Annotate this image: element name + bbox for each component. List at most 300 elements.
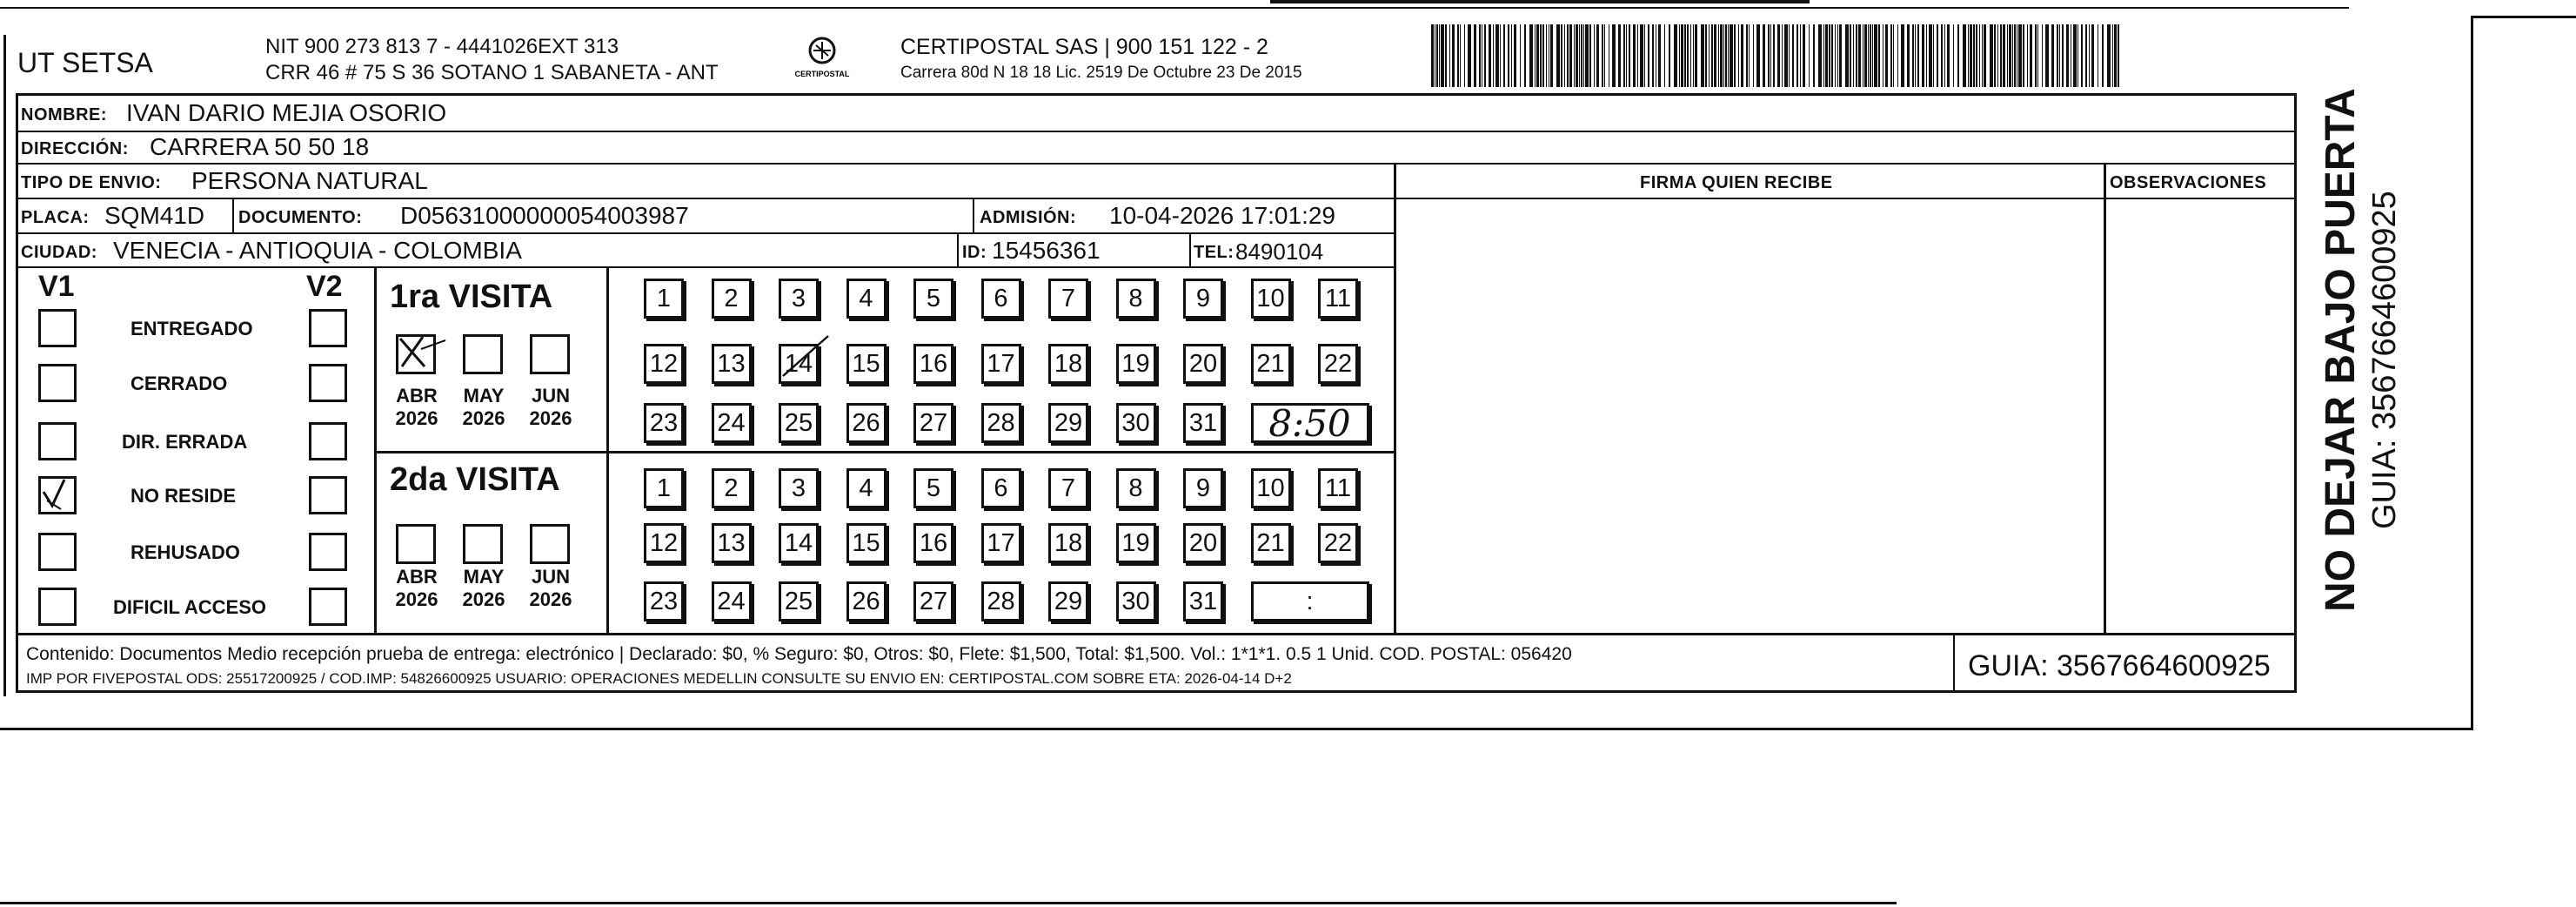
barcode-bar: [1546, 24, 1547, 87]
barcode-bar: [1976, 24, 1977, 87]
barcode-bar: [1633, 24, 1636, 87]
barcode-bar: [1460, 24, 1461, 87]
right-outer-top: [2471, 16, 2576, 18]
v1-checkbox[interactable]: [38, 364, 77, 402]
barcode-bar: [1870, 24, 1871, 87]
v2-checkbox[interactable]: [309, 364, 347, 402]
barcode-bar: [1540, 24, 1542, 87]
barcode-bar: [1890, 24, 1892, 87]
barcode-bar: [1687, 24, 1689, 87]
barcode-bar: [1457, 24, 1459, 87]
barcode-bar: [1825, 24, 1828, 87]
certipostal-logo: [787, 33, 857, 84]
day-box[interactable]: 16: [913, 344, 953, 384]
barcode-bar: [1589, 24, 1591, 87]
day-box[interactable]: 28: [981, 581, 1021, 621]
barcode-bar: [1658, 24, 1661, 87]
day-box[interactable]: 18: [1048, 344, 1088, 384]
day-box[interactable]: 19: [1116, 344, 1156, 384]
day-box[interactable]: 15: [846, 344, 887, 384]
row-line-3: [16, 198, 1395, 199]
barcode-bar: [2027, 24, 2028, 87]
day-box[interactable]: 2: [712, 279, 752, 319]
status-label: REHUSADO: [130, 541, 240, 563]
barcode-bar: [2037, 24, 2038, 87]
barcode-bar: [1944, 24, 1945, 87]
barcode-bar: [1535, 24, 1536, 87]
no-dejar-warning: NO DEJAR BAJO PUERTA: [2318, 88, 2364, 612]
barcode-bar: [1730, 24, 1733, 87]
barcode-bar: [1868, 24, 1869, 87]
day-box[interactable]: 7: [1048, 468, 1088, 508]
barcode-bar: [1789, 24, 1790, 87]
barcode-bar: [1741, 24, 1743, 87]
observaciones-header: OBSERVACIONES: [2110, 173, 2267, 192]
day-box[interactable]: 5: [913, 468, 953, 508]
v2-checkbox[interactable]: [309, 533, 347, 571]
firma-header: FIRMA QUIEN RECIBE: [1640, 173, 1833, 192]
day-box[interactable]: 26: [846, 581, 887, 621]
day-box[interactable]: 24: [712, 581, 752, 621]
barcode-bar: [1709, 24, 1710, 87]
tipo-envio-label: TIPO DE ENVIO:: [21, 173, 162, 192]
imp-line: IMP POR FIVEPOSTAL ODS: 25517200925 / COD.IMP: 54826600925 USUARIO: OPERACIONES MEDELLIN CONSULTE SU ENVIO EN: CERTIPOSTAL.COM SOBRE ETA: 2026-04-14 D+2: [26, 670, 1292, 687]
barcode-bar: [1725, 24, 1727, 87]
barcode-bar: [1953, 24, 1954, 87]
barcode-bar: [1679, 24, 1680, 87]
barcode-bar: [1837, 24, 1838, 87]
barcode-bar: [2018, 24, 2022, 87]
day-box[interactable]: 26: [846, 403, 887, 443]
barcode-bar: [1474, 24, 1476, 87]
barcode-bar: [1957, 24, 1959, 87]
barcode-bar: [1979, 24, 1980, 87]
month-label: [523, 566, 579, 612]
month-label: [456, 566, 512, 612]
address-line: CRR 46 # 75 S 36 SOTANO 1 SABANETA - ANT: [265, 61, 719, 84]
day-box[interactable]: 27: [913, 581, 953, 621]
right-outer-border: [2471, 16, 2473, 729]
row-line-1: [16, 131, 2295, 132]
barcode-bar: [2081, 24, 2083, 87]
v2-checkbox[interactable]: [309, 309, 347, 347]
company-name: UT SETSA: [17, 47, 153, 78]
day-box[interactable]: 6: [981, 468, 1021, 508]
barcode-bar: [1970, 24, 1972, 87]
id-label: ID:: [962, 243, 987, 262]
v1-checkbox[interactable]: [38, 422, 77, 460]
day-box[interactable]: 25: [779, 581, 819, 621]
month-name: JUN: [531, 566, 570, 588]
barcode-bar: [1618, 24, 1621, 87]
day-box[interactable]: 4: [846, 279, 887, 319]
barcode-bar: [1917, 24, 1919, 87]
barcode-bar: [1594, 24, 1595, 87]
month-checkbox[interactable]: [396, 524, 436, 564]
day-box[interactable]: 27: [913, 403, 953, 443]
barcode-bar: [1937, 24, 1938, 87]
day-box[interactable]: 19: [1116, 523, 1156, 563]
barcode-bar: [1734, 24, 1736, 87]
barcode-bar: [1581, 24, 1582, 87]
barcode-bar: [2059, 24, 2060, 87]
barcode-bar: [1449, 24, 1450, 87]
barcode-bar: [1564, 24, 1565, 87]
barcode-bar: [1604, 24, 1605, 87]
month-name: MAY: [463, 566, 505, 588]
month-year: 2026: [462, 588, 505, 611]
barcode-bar: [1818, 24, 1822, 87]
barcode-bar: [1768, 24, 1770, 87]
tel-divider: [1189, 232, 1191, 266]
v1-checkbox[interactable]: [38, 588, 77, 626]
day-box[interactable]: 12: [644, 523, 684, 563]
day-box[interactable]: 30: [1116, 403, 1156, 443]
barcode-bar: [2051, 24, 2054, 87]
day-box[interactable]: 11: [1318, 468, 1358, 508]
barcode-bar: [1984, 24, 1986, 87]
second-visit-title: 2da VISITA: [390, 461, 560, 498]
barcode-bar: [1695, 24, 1697, 87]
barcode-bar: [2007, 24, 2008, 87]
barcode-bar: [2030, 24, 2032, 87]
v1-checkbox[interactable]: [38, 309, 77, 347]
tel-label: TEL:: [1194, 243, 1234, 262]
day-box[interactable]: 8: [1116, 468, 1156, 508]
barcode: [1431, 24, 2127, 87]
left-outer-border: [3, 35, 6, 696]
v2-checkbox[interactable]: [309, 588, 347, 626]
day-box[interactable]: 14: [779, 523, 819, 563]
barcode-bar: [1947, 24, 1950, 87]
barcode-bar: [1845, 24, 1849, 87]
day-box[interactable]: 4: [846, 468, 887, 508]
barcode-bar: [1637, 24, 1638, 87]
day-box[interactable]: 29: [1048, 581, 1088, 621]
barcode-bar: [1901, 24, 1904, 87]
direccion-value: CARRERA 50 50 18: [150, 133, 370, 160]
barcode-bar: [1664, 24, 1665, 87]
documento-value: D05631000000054003987: [400, 202, 689, 229]
status-label: ENTREGADO: [130, 318, 253, 339]
day-box[interactable]: 23: [644, 403, 684, 443]
day-box[interactable]: 10: [1251, 468, 1291, 508]
day-box[interactable]: 21: [1251, 344, 1291, 384]
month-label: [523, 385, 579, 431]
day-box[interactable]: 8: [1116, 279, 1156, 319]
barcode-bar: [1681, 24, 1683, 87]
v1-checkbox[interactable]: [38, 476, 77, 514]
day-box[interactable]: 22: [1318, 523, 1358, 563]
day-box[interactable]: 7: [1048, 279, 1088, 319]
barcode-bar: [1495, 24, 1499, 87]
ciudad-value: VENECIA - ANTIOQUIA - COLOMBIA: [113, 237, 522, 264]
barcode-bar: [1770, 24, 1771, 87]
barcode-bar: [2066, 24, 2069, 87]
day-box[interactable]: 5: [913, 279, 953, 319]
v1-heading: V1: [38, 270, 75, 303]
barcode-bar: [2012, 24, 2013, 87]
top-rule: [0, 7, 2349, 9]
day-box[interactable]: 21: [1251, 523, 1291, 563]
row-line-2: [16, 163, 2295, 165]
barcode-bar: [1856, 24, 1857, 87]
barcode-bar: [1749, 24, 1750, 87]
row-line-4: [16, 232, 1395, 234]
svg-text:CERTIPOSTAL: CERTIPOSTAL: [794, 70, 850, 78]
barcode-bar: [1784, 24, 1788, 87]
barcode-bar: [1858, 24, 1861, 87]
documento-label: DOCUMENTO:: [238, 208, 363, 227]
barcode-bar: [1508, 24, 1509, 87]
barcode-bar: [1885, 24, 1888, 87]
day-box[interactable]: 17: [981, 344, 1021, 384]
direccion-label: DIRECCIÓN:: [21, 139, 129, 158]
barcode-bar: [1922, 24, 1924, 87]
barcode-bar: [1705, 24, 1707, 87]
barcode-bar: [1839, 24, 1842, 87]
month-checkbox[interactable]: [396, 334, 436, 374]
barcode-bar: [1792, 24, 1794, 87]
barcode-bar: [1864, 24, 1867, 87]
barcode-bar: [1464, 24, 1465, 87]
day-box[interactable]: 24: [712, 403, 752, 443]
id-value: 15456361: [992, 237, 1101, 264]
barcode-bar: [1933, 24, 1934, 87]
barcode-bar: [1941, 24, 1943, 87]
barcode-bar: [1897, 24, 1898, 87]
barcode-bar: [1850, 24, 1851, 87]
barcode-bar: [1550, 24, 1553, 87]
day-box[interactable]: 11: [1318, 279, 1358, 319]
guia-footer-divider: [1953, 635, 1955, 692]
barcode-bar: [1674, 24, 1677, 87]
visit-time-box[interactable]: 8:50: [1251, 403, 1369, 443]
row-line-5: [16, 266, 1395, 268]
admision-divider: [973, 198, 974, 232]
outer-bottom-rule: [0, 728, 2473, 730]
day-box[interactable]: 20: [1183, 344, 1223, 384]
month-name: JUN: [531, 385, 570, 406]
barcode-bar: [1579, 24, 1580, 87]
barcode-bar: [1893, 24, 1894, 87]
admision-label: ADMISIÓN:: [980, 208, 1077, 227]
side-guia: GUIA: 3567664600925: [2366, 191, 2403, 529]
barcode-bar: [1514, 24, 1516, 87]
barcode-bar: [1835, 24, 1836, 87]
barcode-bar: [1693, 24, 1694, 87]
visit-split-line: [374, 451, 1395, 454]
barcode-bar: [1500, 24, 1501, 87]
barcode-bar: [1484, 24, 1486, 87]
day-box[interactable]: 3: [779, 279, 819, 319]
barcode-bar: [1963, 24, 1966, 87]
barcode-bar: [1912, 24, 1914, 87]
month-checkbox[interactable]: [530, 334, 570, 374]
barcode-bar: [2042, 24, 2043, 87]
barcode-bar: [1489, 24, 1491, 87]
barcode-bar: [2057, 24, 2058, 87]
day-box[interactable]: 28: [981, 403, 1021, 443]
barcode-bar: [1872, 24, 1873, 87]
barcode-bar: [2102, 24, 2104, 87]
barcode-bar: [2003, 24, 2005, 87]
barcode-bar: [1878, 24, 1880, 87]
table-right: [2294, 93, 2297, 692]
day-box[interactable]: 18: [1048, 523, 1088, 563]
barcode-bar: [1809, 24, 1810, 87]
table-left: [16, 93, 18, 692]
barcode-bar: [1926, 24, 1927, 87]
month-year: 2026: [529, 588, 572, 611]
barcode-bar: [1720, 24, 1723, 87]
day-box[interactable]: 3: [779, 468, 819, 508]
month-checkbox[interactable]: [463, 524, 503, 564]
nit-line: NIT 900 273 813 7 - 4441026EXT 313: [265, 35, 619, 58]
table-top: [16, 93, 2295, 96]
day-box[interactable]: 10: [1251, 279, 1291, 319]
barcode-bar: [2112, 24, 2113, 87]
barcode-bar: [2000, 24, 2002, 87]
day-box[interactable]: 9: [1183, 279, 1223, 319]
day-box[interactable]: 16: [913, 523, 953, 563]
day-box[interactable]: 23: [644, 581, 684, 621]
day-box[interactable]: 13: [712, 344, 752, 384]
barcode-bar: [1652, 24, 1654, 87]
barcode-bar: [1994, 24, 1996, 87]
barcode-bar: [2107, 24, 2111, 87]
barcode-bar: [1585, 24, 1589, 87]
guia-footer: GUIA: 3567664600925: [1968, 649, 2271, 682]
barcode-bar: [1997, 24, 1998, 87]
placa-value: SQM41D: [104, 202, 205, 229]
barcode-bar: [2085, 24, 2087, 87]
barcode-bar: [1596, 24, 1599, 87]
day-box[interactable]: 31: [1183, 581, 1223, 621]
status-label: CERRADO: [130, 373, 228, 394]
barcode-bar: [1493, 24, 1494, 87]
month-label: [456, 385, 512, 431]
nombre-value: IVAN DARIO MEJIA OSORIO: [126, 99, 447, 126]
day-box[interactable]: 29: [1048, 403, 1088, 443]
barcode-bar: [1813, 24, 1815, 87]
day-box[interactable]: 25: [779, 403, 819, 443]
month-checkbox[interactable]: [530, 524, 570, 564]
barcode-bar: [1738, 24, 1739, 87]
barcode-bar: [1436, 24, 1438, 87]
day-box[interactable]: 1: [644, 279, 684, 319]
barcode-bar: [2062, 24, 2064, 87]
day-box[interactable]: 14: [779, 344, 819, 384]
barcode-bar: [1763, 24, 1765, 87]
firma-header-line: [1395, 198, 2295, 199]
barcode-bar: [1684, 24, 1686, 87]
barcode-bar: [1701, 24, 1704, 87]
barcode-bar: [1468, 24, 1471, 87]
barcode-bar: [1853, 24, 1854, 87]
month-year: 2026: [395, 588, 438, 611]
month-name: ABR: [396, 385, 438, 406]
month-label: [389, 385, 445, 431]
barcode-bar: [1829, 24, 1830, 87]
day-box[interactable]: 22: [1318, 344, 1358, 384]
barcode-bar: [1629, 24, 1630, 87]
day-box[interactable]: 20: [1183, 523, 1223, 563]
tipo-envio-value: PERSONA NATURAL: [191, 167, 428, 194]
barcode-bar: [1728, 24, 1729, 87]
barcode-bar: [1542, 24, 1544, 87]
barcode-bar: [1520, 24, 1521, 87]
barcode-bar: [1782, 24, 1783, 87]
nombre-label: NOMBRE:: [21, 105, 108, 124]
firma-left-divider: [1394, 163, 1396, 635]
barcode-bar: [2091, 24, 2094, 87]
admision-value: 10-04-2026 17:01:29: [1109, 202, 1335, 229]
barcode-bar: [1583, 24, 1584, 87]
barcode-bar: [1612, 24, 1616, 87]
ciudad-label: CIUDAD:: [21, 243, 97, 262]
observ-left-divider: [2104, 163, 2106, 635]
first-visit-title: 1ra VISITA: [390, 279, 553, 315]
barcode-bar: [1711, 24, 1713, 87]
barcode-bar: [1915, 24, 1916, 87]
barcode-bar: [1823, 24, 1824, 87]
day-box[interactable]: 31: [1183, 403, 1223, 443]
month-name: ABR: [396, 566, 438, 588]
barcode-bar: [1756, 24, 1760, 87]
day-box[interactable]: 13: [712, 523, 752, 563]
barcode-bar: [1623, 24, 1625, 87]
barcode-bar: [1640, 24, 1643, 87]
barcode-bar: [1569, 24, 1572, 87]
tel-value: 8490104: [1235, 239, 1324, 265]
v2-heading: V2: [306, 270, 343, 303]
v2-checkbox[interactable]: [309, 422, 347, 460]
barcode-bar: [1445, 24, 1447, 87]
visit-time-box[interactable]: :: [1251, 581, 1369, 621]
day-box[interactable]: 30: [1116, 581, 1156, 621]
v1-checkbox[interactable]: [38, 533, 77, 571]
certipostal-line: CERTIPOSTAL SAS | 900 151 122 - 2: [900, 35, 1268, 59]
barcode-bar: [2089, 24, 2090, 87]
day-box[interactable]: 2: [712, 468, 752, 508]
barcode-bar: [1441, 24, 1444, 87]
v2-checkbox[interactable]: [309, 476, 347, 514]
barcode-bar: [1576, 24, 1578, 87]
barcode-bar: [1723, 24, 1724, 87]
barcode-bar: [2045, 24, 2049, 87]
day-box[interactable]: 9: [1183, 468, 1223, 508]
barcode-bar: [1626, 24, 1627, 87]
day-box[interactable]: 15: [846, 523, 887, 563]
day-box[interactable]: 1: [644, 468, 684, 508]
barcode-bar: [1831, 24, 1833, 87]
barcode-bar: [1574, 24, 1575, 87]
day-box[interactable]: 6: [981, 279, 1021, 319]
day-box[interactable]: 12: [644, 344, 684, 384]
barcode-bar: [1753, 24, 1754, 87]
barcode-bar: [1714, 24, 1716, 87]
contenido-line: Contenido: Documentos Medio recepción prueba de entrega: electrónico | Declarado: $0, % Seguro: $0, Otros: $0, Flete: $1,500, Total: $1,500. Vol.: 1*1*1. 0.5 1 Unid. COD. POSTAL: 056420: [26, 644, 1572, 664]
barcode-bar: [2035, 24, 2037, 87]
day-box[interactable]: 17: [981, 523, 1021, 563]
barcode-bar: [1536, 24, 1539, 87]
placa-divider: [232, 198, 234, 232]
month-checkbox[interactable]: [463, 334, 503, 374]
barcode-bar: [1561, 24, 1562, 87]
barcode-bar: [1990, 24, 1993, 87]
status-label: DIFICIL ACCESO: [113, 596, 267, 618]
